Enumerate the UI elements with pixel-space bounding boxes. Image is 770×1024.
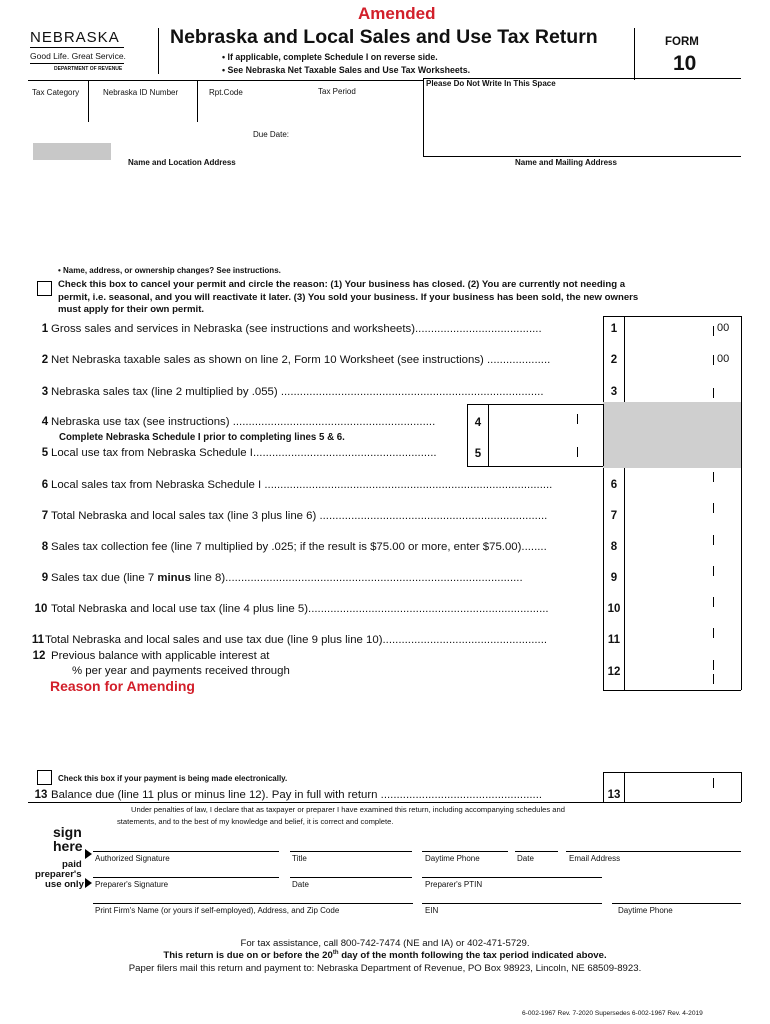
line-12-label-2: % per year and payments received through bbox=[72, 665, 290, 677]
date-2-label: Date bbox=[292, 880, 309, 889]
due-date-label: Due Date: bbox=[253, 130, 290, 139]
bullet-worksheets: • See Nebraska Net Taxable Sales and Use Tax Worksheets. bbox=[222, 65, 471, 75]
date-label: Date bbox=[517, 854, 534, 863]
electronic-payment-checkbox[interactable] bbox=[37, 770, 52, 785]
line-11-number: 11 bbox=[31, 634, 45, 646]
line-9-label bbox=[51, 571, 523, 585]
line-2-cents: 00 bbox=[717, 353, 730, 365]
line-9-number: 9 bbox=[41, 572, 49, 584]
line-1-cents: 00 bbox=[717, 322, 730, 334]
line-10-amount[interactable] bbox=[624, 594, 739, 621]
sign-arrow-icon bbox=[85, 849, 92, 859]
line-13-number: 13 bbox=[34, 789, 48, 801]
line-11-amount[interactable] bbox=[624, 625, 739, 652]
line-13-label: Balance due (line 11 plus or minus line 12). Pay in full with return ................................................... bbox=[51, 789, 543, 801]
changes-note: • Name, address, or ownership changes? See instructions. bbox=[58, 266, 281, 275]
amended-label: Amended bbox=[358, 4, 436, 23]
line-9-label-bold: minus bbox=[157, 572, 191, 584]
due-text-post: day of the month following the tax period indicated above. bbox=[338, 950, 607, 962]
line-10-label: Total Nebraska and local use tax (line 4 plus line 5)............................................................................ bbox=[51, 603, 549, 615]
preparer-arrow-icon bbox=[85, 878, 92, 888]
line-8-box-number: 8 bbox=[610, 541, 618, 553]
line-12-number: 12 bbox=[32, 650, 46, 662]
line-9-label-pre: Sales tax due (line 7 bbox=[51, 572, 158, 584]
mailing-text: Paper filers mail this return and payment to: Nebraska Department of Revenue, PO Box 98923, Lincoln, NE 68509-8923. bbox=[128, 963, 642, 974]
cancel-permit-checkbox[interactable] bbox=[37, 281, 52, 296]
line-6-label: Local sales tax from Nebraska Schedule I ........................................................................................... bbox=[51, 479, 553, 491]
line-2-label: Net Nebraska taxable sales as shown on line 2, Form 10 Worksheet (see instructions) .................... bbox=[51, 354, 551, 366]
line-8-number: 8 bbox=[41, 541, 49, 553]
cancel-line-3: must apply for their own permit. bbox=[58, 304, 205, 316]
firm-name-label: Print Firm's Name (or yours if self-employed), Address, and Zip Code bbox=[95, 906, 340, 915]
nebraska-logo bbox=[30, 30, 126, 72]
line-2-number: 2 bbox=[41, 354, 49, 366]
declaration-line-2: statements, and to the best of my knowledge and belief, it is correct and complete. bbox=[117, 817, 394, 826]
line-5-box-number: 5 bbox=[474, 448, 482, 460]
line-13-box-number: 13 bbox=[607, 789, 621, 801]
tax-period-label: Tax Period bbox=[318, 87, 356, 96]
line-11-label: Total Nebraska and local sales and use tax due (line 9 plus line 10).................................................... bbox=[45, 634, 548, 646]
name-mailing-label: Name and Mailing Address bbox=[515, 158, 617, 167]
line-8-amount[interactable] bbox=[624, 532, 739, 559]
line-7-number: 7 bbox=[41, 510, 49, 522]
line-9-box-number: 9 bbox=[610, 572, 618, 584]
line-11-box-number: 11 bbox=[607, 634, 621, 646]
email-label: Email Address bbox=[569, 854, 621, 863]
line-12-amount[interactable] bbox=[624, 656, 739, 689]
id-number-label: Nebraska ID Number bbox=[103, 88, 179, 97]
line-5-number: 5 bbox=[41, 447, 49, 459]
line-10-box-number: 10 bbox=[607, 603, 621, 615]
schedule-note: Complete Nebraska Schedule I prior to completing lines 5 & 6. bbox=[59, 432, 345, 443]
form-number: 10 bbox=[673, 52, 697, 75]
line-4-box-number: 4 bbox=[474, 417, 482, 429]
ein-label: EIN bbox=[425, 906, 439, 915]
line-2-box-number: 2 bbox=[610, 354, 618, 366]
revision-text: 6-002-1967 Rev. 7-2020 Supersedes 6-002-1967 Rev. 4-2019 bbox=[522, 1010, 703, 1017]
logo-tagline: Good Life. Great Service. bbox=[30, 51, 126, 61]
line-5-label: Local use tax from Nebraska Schedule I.......................................................... bbox=[51, 447, 437, 459]
sign-label: sign bbox=[53, 824, 82, 840]
cancel-line-2: permit, i.e. seasonal, and you will reactivate it later. (3) You sold your business. If your business has been sold, the new owners bbox=[58, 291, 639, 303]
authorized-signature-label: Authorized Signature bbox=[95, 854, 170, 863]
line-12-box-number: 12 bbox=[607, 666, 621, 678]
line-4-amount[interactable] bbox=[488, 406, 602, 434]
electronic-payment-label: Check this box if your payment is being made electronically. bbox=[58, 774, 288, 783]
paid-label: paid bbox=[62, 859, 82, 870]
bullet-schedule: • If applicable, complete Schedule I on reverse side. bbox=[222, 52, 438, 62]
use-only-label: use only bbox=[45, 879, 84, 890]
line-4-number: 4 bbox=[41, 416, 49, 428]
reason-for-amending: Reason for Amending bbox=[50, 678, 195, 694]
shaded-box bbox=[33, 143, 111, 160]
reason-input[interactable] bbox=[50, 697, 600, 763]
assistance-text: For tax assistance, call 800-742-7474 (NE and IA) or 402-471-5729. bbox=[240, 938, 530, 949]
line-6-number: 6 bbox=[41, 479, 49, 491]
line-5-amount[interactable] bbox=[488, 437, 602, 465]
line-10-number: 10 bbox=[34, 603, 48, 615]
here-label: here bbox=[53, 838, 83, 854]
line-9-label-post: line 8).............................................................................................. bbox=[190, 572, 523, 584]
tax-category-label: Tax Category bbox=[32, 88, 80, 97]
cancel-permit-text bbox=[58, 279, 638, 317]
due-text-pre: This return is due on or before the 20 bbox=[163, 950, 333, 962]
daytime-phone-2-label: Daytime Phone bbox=[618, 906, 673, 915]
line-3-amount[interactable] bbox=[624, 378, 739, 402]
line-12-label: Previous balance with applicable interest at bbox=[51, 650, 270, 662]
form-title: Nebraska and Local Sales and Use Tax Return bbox=[170, 26, 598, 48]
preparers-label: preparer's bbox=[35, 869, 82, 880]
logo-dept: DEPARTMENT OF REVENUE bbox=[54, 66, 123, 72]
rpt-code-label: Rpt.Code bbox=[209, 88, 243, 97]
line-8-label: Sales tax collection fee (line 7 multiplied by .025; if the result is $75.00 or more, enter $75.00)........ bbox=[51, 541, 547, 553]
declaration-line-1: Under penalties of law, I declare that as taxpayer or preparer I have examined this return, including accompanying schedules and bbox=[131, 805, 565, 814]
line-7-box-number: 7 bbox=[610, 510, 618, 522]
name-location-label: Name and Location Address bbox=[128, 158, 236, 167]
due-date-text bbox=[0, 950, 770, 961]
line-3-label: Nebraska sales tax (line 2 multiplied by .055) ................................................................................... bbox=[51, 386, 544, 398]
line-1-number: 1 bbox=[41, 323, 49, 335]
line-3-box-number: 3 bbox=[610, 386, 618, 398]
line-9-amount[interactable] bbox=[624, 563, 739, 590]
due-text-sup: th bbox=[332, 950, 339, 956]
line-1-box-number: 1 bbox=[610, 323, 618, 335]
line-3-number: 3 bbox=[41, 386, 49, 398]
line-13-amount[interactable] bbox=[624, 774, 739, 801]
line-1-label: Gross sales and services in Nebraska (see instructions and worksheets)........................................ bbox=[51, 323, 542, 335]
logo-name: NEBRASKA bbox=[30, 29, 120, 46]
preparer-signature-label: Preparer's Signature bbox=[95, 880, 169, 889]
line-6-amount[interactable] bbox=[624, 470, 739, 497]
line-6-box-number: 6 bbox=[610, 479, 618, 491]
ptin-label: Preparer's PTIN bbox=[425, 880, 483, 889]
form-label: FORM bbox=[665, 36, 699, 48]
daytime-phone-label: Daytime Phone bbox=[425, 854, 480, 863]
shaded-area bbox=[603, 402, 741, 468]
line-4-label: Nebraska use tax (see instructions) ................................................................ bbox=[51, 416, 436, 428]
line-7-amount[interactable] bbox=[624, 501, 739, 528]
line-7-label: Total Nebraska and local sales tax (line 3 plus line 6) ........................................................................ bbox=[51, 510, 548, 522]
no-write-label: Please Do Not Write In This Space bbox=[426, 79, 556, 88]
title-label: Title bbox=[292, 854, 307, 863]
cancel-line-1: Check this box to cancel your permit and circle the reason: (1) Your business has closed. (2) You are currently not needing a bbox=[58, 279, 626, 290]
